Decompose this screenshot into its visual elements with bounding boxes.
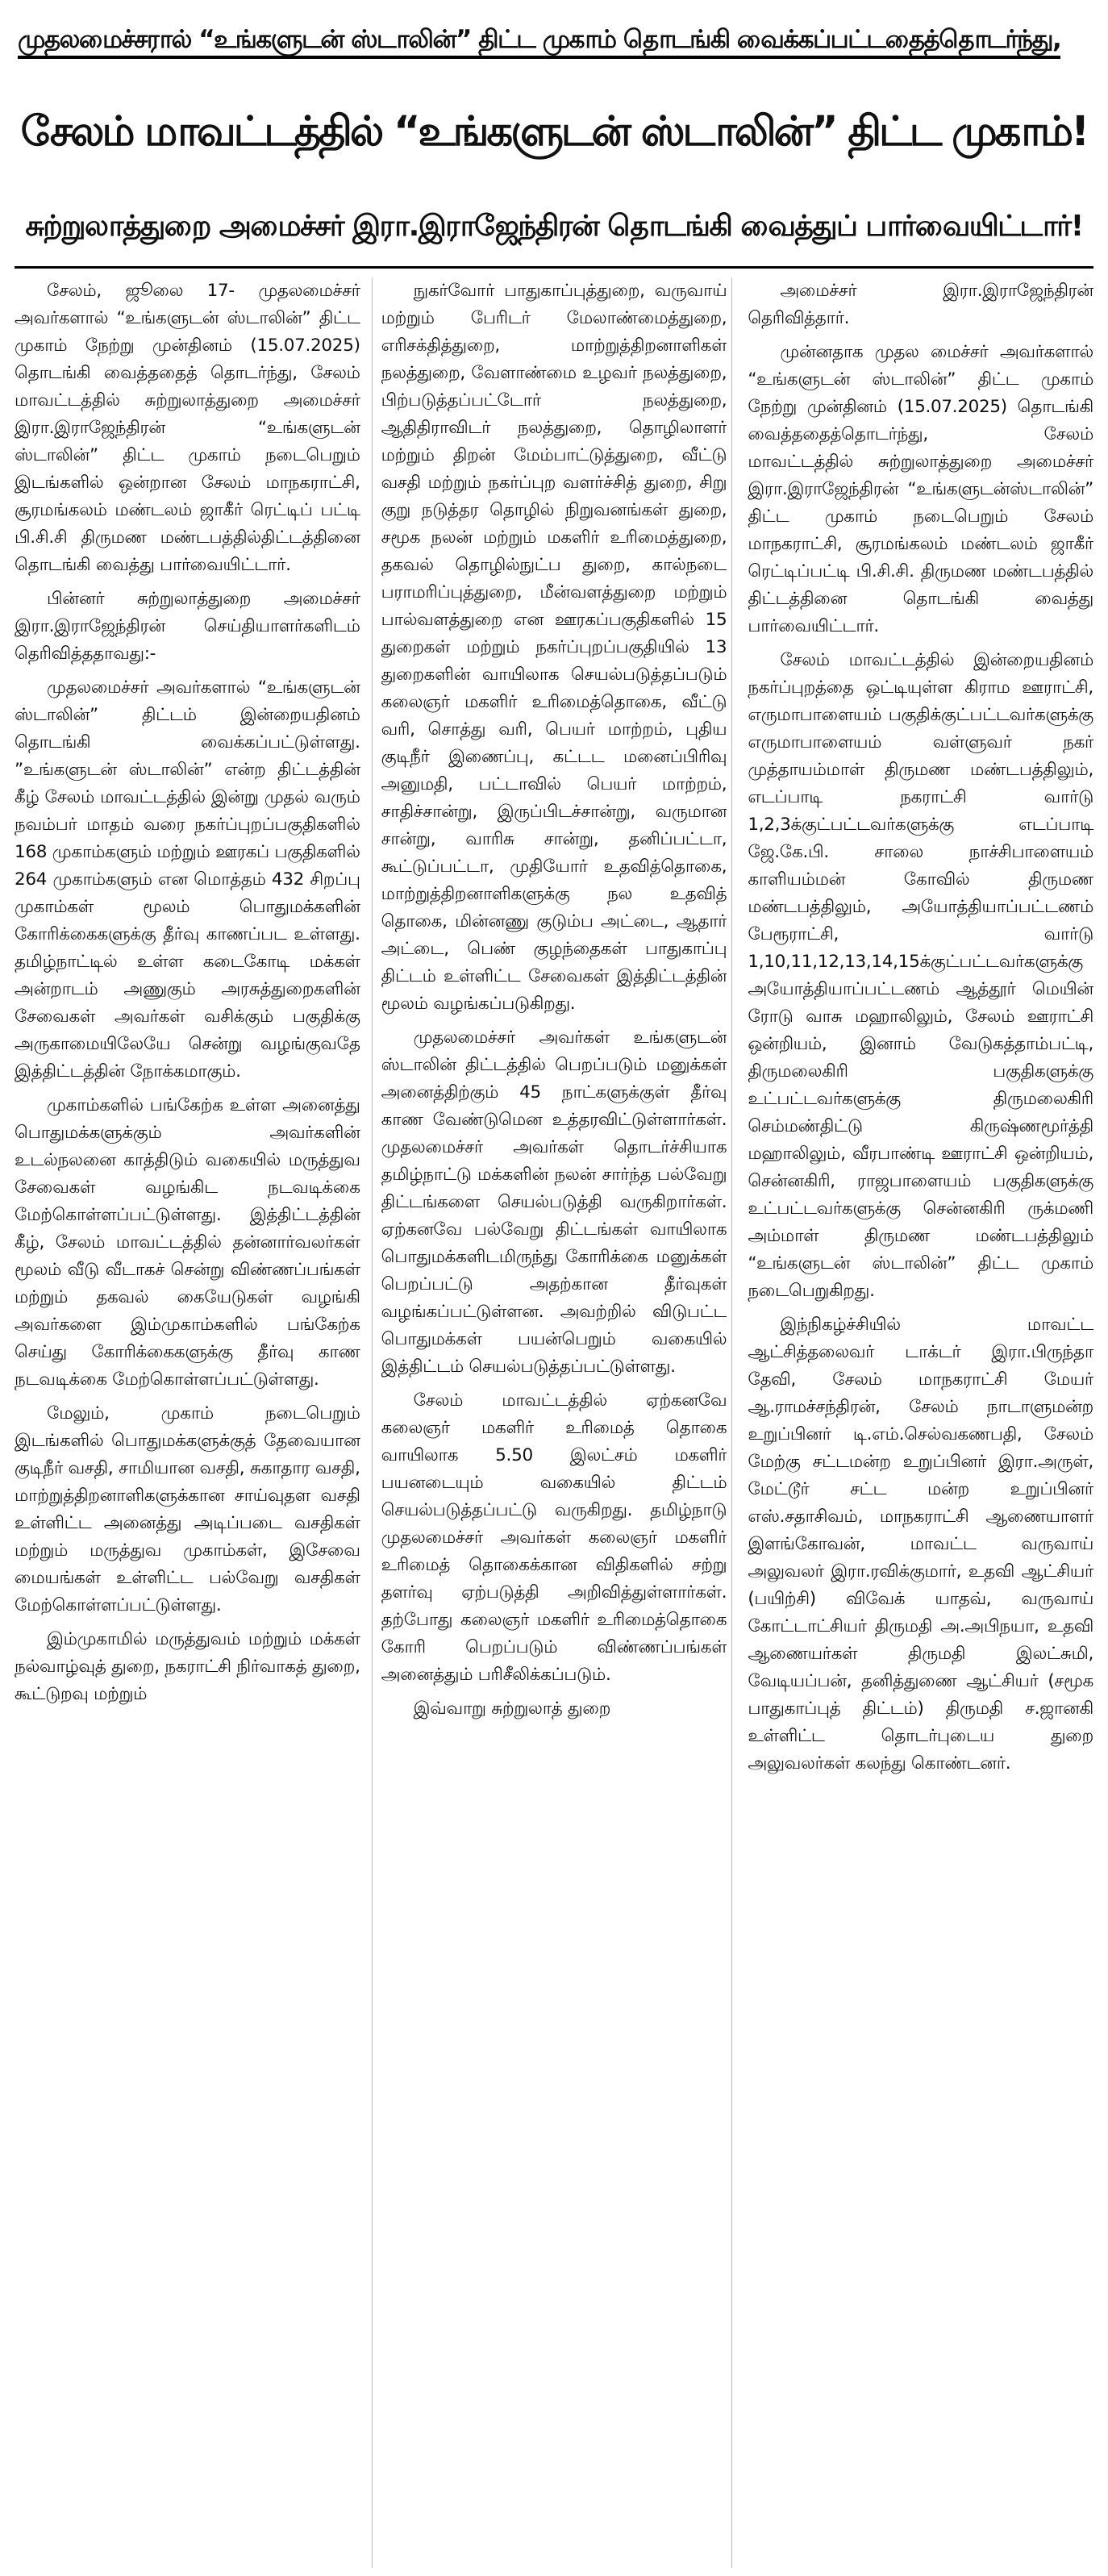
kicker-text: முதலமைச்சரால் “உங்களுடன் ஸ்டாலின்” திட்ட முகாம் தொடங்கி வைக்கப்பட்டதைத்தொடர்ந்து,: [18, 25, 1060, 59]
column-divider: [731, 277, 732, 2568]
kicker-line: [18, 5, 1090, 74]
column-divider: [372, 277, 373, 2568]
paragraph: அமைச்சர் இரா.இராஜேந்திரன் தெரிவித்தார்.: [748, 281, 1093, 328]
headline: சேலம் மாவட்டத்தில் “உங்களுடன் ஸ்டாலின்” திட்ட முகாம்!: [20, 108, 1088, 156]
paragraph: இம்முகாமில் மருத்துவம் மற்றும் மக்கள் நல்வாழ்வுத் துறை, நகராட்சி நிர்வாகத் துறை, கூட்டுறவு மற்றும்: [15, 1629, 360, 1704]
header-rule: [15, 266, 1093, 269]
article-body: [15, 277, 1093, 2568]
paragraph: சேலம் மாவட்டத்தில் ஏற்கனவே கலைஞர் மகளிர் உரிமைத் தொகை வாயிலாக 5.50 இலட்சம் மகளிர் பயனடையும் வகையில் திட்டம் செயல்படுத்தப்பட்டு வருகிறது. தமிழ்நாடு முதலமைச்சர் அவர்கள் கலைஞர் மகளிர் உரிமைத் தொகைக்கான விதிகளில் சற்று தளர்வு ஏற்படுத்தி அறிவித்துள்ளார்கள். தற்போது கலைஞர் மகளிர் உரிமைத்தொகை கோரி பெறப்படும் விண்ணப்பங்கள் அனைத்தும் பரிசீலிக்கப்படும்.: [381, 1390, 727, 1685]
paragraph: முதலமைச்சர் அவர்களால் “உங்களுடன் ஸ்டாலின்” திட்டம் இன்றையதினம் தொடங்கி வைக்கப்பட்டுள்ளது. ”உங்களுடன் ஸ்டாலின்” என்ற திட்டத்தின் கீழ் சேலம் மாவட்டத்தில் இன்று முதல் வரும் நவம்பர் மாதம் வரை நகர்ப்புறப்பகுதிகளில் 168 முகாம்களும் மற்றும் ஊரகப் பகுதிகளில் 264 முகாம்களும் என மொத்தம் 432 சிறப்பு முகாம்கள் மூலம் பொதுமக்களின் கோரிக்கைகளுக்கு தீர்வு காணப்பட உள்ளது. தமிழ்நாட்டில் உள்ள கடைகோடி மக்கள் அன்றாடம் அணுகும் அரசுத்துறைகளின் சேவைகள் அவர்கள் வசிக்கும் பகுதிக்கு அருகாமையிலேயே சென்று வழங்குவதே இத்திட்டத்தின் நோக்கமாகும்.: [15, 677, 360, 1082]
column-3: [748, 277, 1093, 2568]
paragraph: மேலும், முகாம் நடைபெறும் இடங்களில் பொதுமக்களுக்குத் தேவையான குடிநீர் வசதி, சாமியான வசதி, சுகாதார வசதி, மாற்றுத்திறனாளிகளுக்கான சாய்வுதள வசதி உள்ளிட்ட அனைத்து அடிப்படை வசதிகள் மற்றும் மருத்துவ முகாம்கள், இசேவை மையங்கள் உள்ளிட்ட பல்வேறு வசதிகள் மேற்கொள்ளப்பட்டுள்ளது.: [15, 1403, 360, 1615]
paragraph: பின்னர் சுற்றுலாத்துறை அமைச்சர் இரா.இராஜேந்திரன் செய்தியாளர்களிடம் தெரிவித்ததாவது:-: [15, 589, 360, 664]
column-1: [15, 277, 360, 2568]
paragraph: நுகர்வோர் பாதுகாப்புத்துறை, வருவாய் மற்றும் பேரிடர் மேலாண்மைத்துறை, எரிசக்தித்துறை, மாற்றுத்திறனாளிகள் நலத்துறை, வேளாண்மை உழவர் நலத்துறை, பிற்படுத்தப்பட்டோர் நலத்துறை, ஆதிதிராவிடர் நலத்துறை, தொழிலாளர் மற்றும் திறன் மேம்பாட்டுத்துறை, வீட்டு வசதி மற்றும் நகர்ப்புற வளர்ச்சித் துறை, சிறு குறு நடுத்தர தொழில் நிறுவனங்கள் துறை, சமூக நலன் மற்றும் மகளிர் உரிமைத்துறை, தகவல் தொழில்நுட்ப துறை, கால்நடை பராமரிப்புத்துறை, மீன்வளத்துறை மற்றும் பால்வளத்துறை என ஊரகப்பகுதிகளில் 15 துறைகள் மற்றும் நகர்ப்புறப்பகுதியில் 13 துறைகளின் வாயிலாக செயல்படுத்தப்படும் கலைஞர் மகளிர் உரிமைத்தொகை, வீட்டு வரி, சொத்து வரி, பெயர் மாற்றம், புதிய குடிநீர் இணைப்பு, கட்டட மனைப்பிரிவு அனுமதி, பட்டாவில் பெயர் மாற்றம், சாதிச்சான்று, இருப்பிடச்சான்று, வருமான சான்று, வாரிசு சான்று, தனிப்பட்டா, கூட்டுப்பட்டா, முதியோர் உதவித்தொகை, மாற்றுத்திறனாளிகளுக்கு நல உதவித் தொகை, மின்னணு குடும்ப அட்டை, ஆதார் அட்டை, பெண் குழந்தைகள் பாதுகாப்பு திட்டம் உள்ளிட்ட சேவைகள் இத்திட்டத்தின் மூலம் வழங்கப்படுகிறது.: [381, 281, 727, 1014]
subheadline: சுற்றுலாத்துறை அமைச்சர் இரா.இராஜேந்திரன் தொடங்கி வைத்துப் பார்வையிட்டார்!: [25, 210, 1083, 243]
paragraph: சேலம், ஜூலை 17- முதலமைச்சர் அவர்களால் “உங்களுடன் ஸ்டாலின்” திட்ட முகாம் நேற்று முன்தினம் (15.07.2025) தொடங்கி வைத்ததைத் தொடர்ந்து, சேலம் மாவட்டத்தில் சுற்றுலாத்துறை அமைச்சர் இரா.இராஜேந்திரன் “உங்களுடன் ஸ்டாலின்” திட்ட முகாம் நடைபெறும் இடங்களில் ஒன்றான சேலம் மாநகராட்சி, சூரமங்கலம் மண்டலம் ஜாகீர் ரெட்டிப் பட்டி பி.சி.சி திருமண மண்டபத்தில்திட்டத்தினை தொடங்கி வைத்து பார்வையிட்டார்.: [15, 281, 360, 575]
paragraph: இந்நிகழ்ச்சியில் மாவட்ட ஆட்சித்தலைவர் டாக்டர் இரா.பிருந்தா தேவி, சேலம் மாநகராட்சி மேயர் ஆ.ராமச்சந்திரன், சேலம் நாடாளுமன்ற உறுப்பினர் டி.எம்.செல்வகணபதி, சேலம் மேற்கு சட்டமன்ற உறுப்பினர் இரா.அருள், மேட்டூர் சட்ட மன்ற உறுப்பினர் எஸ்.சதாசிவம், மாநகராட்சி ஆணையாளர் இளங்கோவன், மாவட்ட வருவாய் அலுவலர் இரா.ரவிக்குமார், உதவி ஆட்சியர் (பயிற்சி) விவேக் யாதவ், வருவாய் கோட்டாட்சியர் திருமதி அ.அபிநயா, உதவி ஆணையர்கள் திருமதி இலட்சுமி, வேடியப்பன், தனித்துணை ஆட்சியர் (சமூக பாதுகாப்புத் திட்டம்) திருமதி ச.ஜானகி உள்ளிட்ட தொடர்புடைய துறை அலுவலர்கள் கலந்து கொண்டனர்.: [748, 1315, 1093, 1774]
paragraph: சேலம் மாவட்டத்தில் இன்றையதினம் நகர்ப்புறத்தை ஒட்டியுள்ள கிராம ஊராட்சி, எருமாபாளையம் பகுதிக்குட்பட்டவர்களுக்கு எருமாபாளையம் வள்ளுவர் நகர் முத்தாயம்மாள் திருமண மண்டபத்திலும், எடப்பாடி நகராட்சி வார்டு 1,2,3க்குட்பட்டவர்களுக்கு எடப்பாடி ஜே.கே.பி. சாலை நாச்சிபாளையம் காளியம்மன் கோவில் திருமண மண்டபத்திலும், அயோத்தியாப்பட்டணம் பேரூராட்சி, வார்டு 1,10,11,12,13,14,15க்குட்பட்டவர்களுக்கு அயோத்தியாப்பட்டணம் ஆத்தூர் மெயின் ரோடு வாசு மஹாலிலும், சேலம் ஊராட்சி ஒன்றியம், இனாம் வேடுகத்தாம்பட்டி, திருமலைகிரி பகுதிகளுக்கு உட்பட்டவர்களுக்கு திருமலைகிரி செம்மண்திட்டு கிருஷ்ணமூர்த்தி மஹாலிலும், வீரபாண்டி ஊராட்சி ஒன்றியம், சென்னகிரி, ராஜபாளையம் பகுதிகளுக்கு உட்பட்டவர்களுக்கு சென்னகிரி ருக்மணி அம்மாள் திருமண மண்டபத்திலும் “உங்களுடன் ஸ்டாலின்” திட்ட முகாம் நடைபெறுகிறது.: [748, 650, 1093, 1301]
paragraph: முகாம்களில் பங்கேற்க உள்ள அனைத்து பொதுமக்களுக்கும் அவர்களின் உடல்நலனை காத்திடும் வகையில் மருத்துவ சேவைகள் வழங்கிட நடவடிக்கை மேற்கொள்ளப்பட்டுள்ளது. இத்திட்டத்தின் கீழ், சேலம் மாவட்டத்தில் தன்னார்வலர்கள் மூலம் வீடு வீடாகச் சென்று விண்ணப்பங்கள் மற்றும் தகவல் கையேடுகள் வழங்கி அவர்களை இம்முகாம்களில் பங்கேற்க செய்து கோரிக்கைகளுக்கு தீர்வு காண நடவடிக்கை மேற்கொள்ளப்பட்டுள்ளது.: [15, 1095, 360, 1390]
column-2: [381, 277, 727, 2568]
paragraph: முதலமைச்சர் அவர்கள் உங்களுடன் ஸ்டாலின் திட்டத்தில் பெறப்படும் மனுக்கள் அனைத்திற்கும் 45 நாட்களுக்குள் தீர்வு காண வேண்டுமென உத்தரவிட்டுள்ளார்கள். முதலமைச்சர் அவர்கள் தொடர்ச்சியாக தமிழ்நாட்டு மக்களின் நலன் சார்ந்த பல்வேறு திட்டங்களை செயல்படுத்தி வருகிறார்கள். ஏற்கனவே பல்வேறு திட்டங்கள் வாயிலாக பொதுமக்களிடமிருந்து கோரிக்கை மனுக்கள் பெறப்பட்டு அதற்கான தீர்வுகள் வழங்கப்பட்டுள்ளன. அவற்றில் விடுபட்ட பொதுமக்கள் பயன்பெறும் வகையில் இத்திட்டம் செயல்படுத்தப்பட்டுள்ளது.: [381, 1027, 727, 1377]
paragraph: முன்னதாக முதல மைச்சர் அவர்களால் “உங்களுடன் ஸ்டாலின்” திட்ட முகாம் நேற்று முன்தினம் (15.07.2025) தொடங்கி வைத்ததைத்தொடர்ந்து, சேலம் மாவட்டத்தில் சுற்றுலாத்துறை அமைச்சர் இரா.இராஜேந்திரன் “உங்களுடன்ஸ்டாலின்” திட்ட முகாம் நடைபெறும் சேலம் மாநகராட்சி, சூரமங்கலம் மண்டலம் ஜாகீர் ரெட்டிப்பட்டி பி.சி.சி. திருமண மண்டபத்தில் திட்டத்தினை தொடங்கி வைத்து பார்வையிட்டார்.: [748, 342, 1093, 636]
paragraph: இவ்வாறு சுற்றுலாத் துறை: [413, 1699, 611, 1719]
